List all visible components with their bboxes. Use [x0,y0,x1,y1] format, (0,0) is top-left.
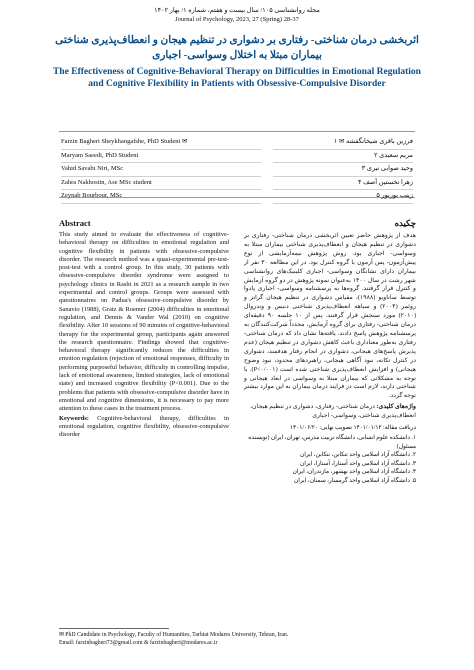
journal-info-en: Journal of Psychology, 2023, 27 (Spring) 28-37 [175,16,299,23]
title-english [30,66,444,90]
affiliation-1: ۱. دانشکده علوم انسانی، دانشگاه تربیت مدرس، تهران، ایران (نویسنده مسئول) [248,435,416,450]
author-en-4: Zahra Nakhostin, Ase MSc student [61,177,261,191]
author-en-2: Maryam Saeedi, PhD Student [61,150,261,164]
footnote-email: Email: farzinbagheri73@gmail.com & farzinbagheri@modares.ac.ir [59,639,218,646]
keywords-label-en: Keywords: [59,414,89,422]
authors-persian [273,136,413,204]
affiliations [244,434,416,486]
authors-block [59,131,415,198]
author-fa-4: زهرا نخستین آصف ۴ [273,177,413,191]
authors-english [61,136,261,204]
footnote-divider [59,628,169,629]
footnote-line1: ✉ PhD Candidate in Psychology, Faculty of Humanities, Tarbiat Modares University, Tehran, Iran. [59,632,289,638]
title-persian [30,33,444,63]
affiliation-5: ۵. دانشگاه آزاد اسلامی واحد گرمسار، سمنان، ایران [293,478,416,484]
affiliation-2: ۲. دانشگاه آزاد اسلامی واحد تنکابن، تنکابن، ایران [300,452,416,459]
article-dates: دریافت مقاله: ۱۴۰۱/۰۱/۱۲ تصویب نهایی: ۱۴۰۱/۰۶/۲۰ [289,425,416,432]
keywords-label-fa: واژه‌های کلیدی: [376,403,416,411]
author-en-1: Farzin Bagheri Sheykhangafshe, PhD Student ✉ [61,136,261,150]
abstract-heading-en: Abstract [59,218,91,228]
author-fa-1: فرزین باقری شیخانگفشه ✉ ۱ [273,136,413,150]
title-fa-line2: بیماران مبتلا به اختلال وسواسی- اجباری [152,50,322,61]
abstract-heading-fa: چکیده [394,218,416,228]
title-en-line1: The Effectiveness of Cognitive-Behavioral Therapy on Difficulties in Emotional Regulation [53,67,421,77]
abstract-body-fa: هدف از پژوهش حاضر تعیین اثربخشی درمان شناختی- رفتاری بر دشواری در تنظیم هیجان و انعطاف‌پذیری شناختی بیماران مبتلا به وسواسی- اجباری بود. روش پژوهش نیمه‌آزمایشی از نوع پیش‌آزمون- پس آزمون با گروه کنترل بود. در این مطالعه ۳۰ نفر از بیماران دارای نشانگان وسواسی- اجباری کلینیک‌های روانشناسی شهر رشت در سال ۱۴۰۰ به‌عنوان نمونه پژوهش در دو گروه آزمایش و کنترل قرار گرفتند. گروه‌ها به پرسشنامه وسواسی- اجباری پادوا توسط ساناویو (۱۹۸۸)، مقیاس دشواری در تنظیم هیجان گراتز و روئمر (۲۰۰۴) و سیاهه انعطاف‌پذیری شناختی دنیس و وندروال (۲۰۱۰) مورد سنجش قرار گرفتند. پس از ۱۰ جلسه ۹۰ دقیقه‌ای درمان شناختی- رفتاری برای گروه آزمایش، مجدداً شرکت‌کنندگان به پرسشنامه پژوهش پاسخ دادند. یافته‌ها نشان داد که درمان شناختی- رفتاری به‌طور معناداری باعث کاهش دشواری در تنظیم هیجان (عدم پذیرش پاسخ‌های هیجانی، دشواری در انجام رفتار هدفمند، دشواری در کنترل تکانه، نبود آگاهی هیجانی، راهبردهای محدود، نبود وضوح هیجانی) و افزایش انعطاف‌پذیری شناختی شده است (P<۰/۰۰۱). با توجه به مشکلاتی که بیماران مبتلا به وسواسی در ابعاد هیجانی و شناختی دارند، لازم است در فرایند درمان بیماران به این موارد بیشتر توجه گردد. [244,232,417,400]
corresponding-author-footnote [59,632,419,647]
affiliation-4: ۴. دانشگاه آزاد اسلامی واحد بهشهر، مازندران، ایران [292,469,416,476]
keywords-fa [244,403,416,421]
abstract-english-column [59,218,229,439]
keywords-text-fa: درمان شناختی- رفتاری، دشواری در تنظیم هیجان، انعطاف‌پذیری شناختی، وسواسی- اجباری [250,403,416,420]
author-en-5: Zeynab Bourbour, MSc [61,190,261,204]
keywords-text-en: Cognitive-behavioral therapy, difficulties in emotional regulation, cognitive flexibility, obsessive-compulsive disorder [59,414,229,439]
abstract-body-en: This study aimed to evaluate the effectiveness of cognitive-behavioral therapy on difficulties in emotional regulation and cognitive flexibility in patients with obsessive-compulsive disorder. The research method was a quasi-experimental pre-test-post-test with a control group. In this study, 30 patients with obsessive-compulsive disorder syndrome were assigned to psychology clinics in Rasht in 2021 as a research sample in two experimental and control groups. Groups were assessed with questionnaires on Padua's obsessive-compulsive disorder by Sanavio (1988), Gratz & Roemer (2004) difficulties in emotional regulation, and Dennis & Vander Wal (2010) on cognitive flexibility. After 10 sessions of 90 minutes of cognitive-behavioral therapy for the experimental group, participants again answered the research questionnaire. Findings showed that cognitive-behavioral therapy significantly reduces the difficulties in emotion regulation (rejection of emotional responses, difficulty in performing purposeful behavior, difficulty in controlling impulse, lack of emotional awareness, limited strategies, lack of emotional state) and increased cognitive flexibility (P<0.001). Due to the problems that patients with obsessive-compulsive disorder have in emotional and cognitive dimensions, it is necessary to pay more attention to these cases in the treatment process. [59,231,229,413]
author-fa-5: زینب بوربور ۵ [273,190,413,204]
keywords-en [59,415,229,440]
affiliation-3: ۳. دانشگاه آزاد اسلامی واحد آستارا، آستارا، ایران [299,460,416,467]
title-en-line2: and Cognitive Flexibility in Patients with Obsessive-Compulsive Disorder [88,79,386,89]
title-fa-line1: اثربخشی درمان شناختی- رفتاری بر دشواری در تنظیم هیجان و انعطاف‌پذیری شناختی [55,35,419,46]
journal-info-fa: مجله روانشناسی ۱۰۵/ سال بیست و هفتم، شماره ۱/ بهار ۱۴۰۲ [154,7,320,14]
author-fa-3: وحید صوابی نیری ۳ [273,163,413,177]
author-fa-2: مریم سعیدی ۲ [273,150,413,164]
author-en-3: Vahid Savabi Niri, MSc [61,163,261,177]
abstract-persian-column [244,218,416,486]
journal-header [0,6,474,24]
